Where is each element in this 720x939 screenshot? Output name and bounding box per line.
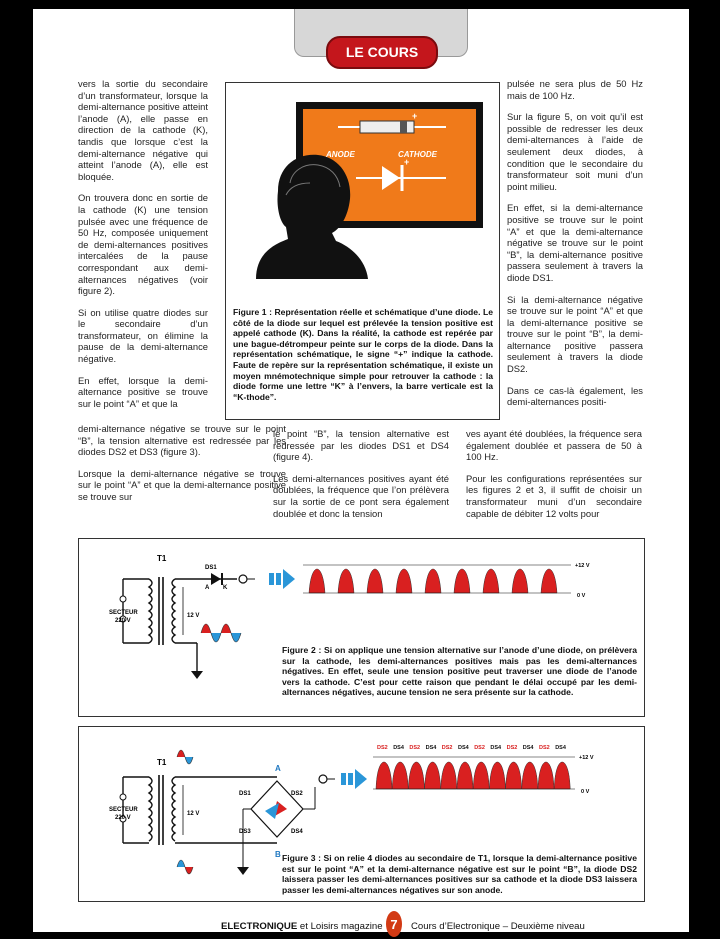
voltage-220-label: 220 V: [115, 815, 131, 821]
full-wave-pulse: [441, 762, 457, 789]
full-wave-pulse: [506, 762, 522, 789]
figure-2-output-pulses: [309, 569, 557, 593]
pulse-label: DS4: [490, 745, 502, 751]
ds3-label: DS3: [239, 829, 251, 835]
pulse-label: DS2: [506, 745, 518, 751]
diode-plus-label: +: [412, 111, 418, 121]
paragraph: le point “B”, la tension alternative est redressée par les diodes DS1 et DS4 (figure 4).: [273, 428, 449, 463]
figure-2-caption: Figure 2 : Si on applique une tension alternative sur l’anode d’une diode, on prélèvera sur la cathode, les demi-alternances positives mais pas les demi-alternances négatives. En effet, seule une tension positive peut traverser une diode de l’anode vers la cathode. C’est pour cette raison que pendant le délai occupé par les demi-alternances négatives, aucune tension ne sera présente sur la cathode.: [282, 645, 637, 698]
figure-2: [78, 538, 645, 717]
voltage-12-label: 12 V: [187, 811, 200, 817]
full-wave-pulse: [425, 762, 441, 789]
column-1-lower: [78, 423, 286, 513]
cathode-label: CATHODE: [398, 150, 437, 159]
pulse-label: DS2: [539, 745, 550, 751]
full-wave-pulse: [376, 762, 392, 789]
full-wave-pulse: [522, 762, 538, 789]
paragraph: Lorsque la demi-alternance négative se trouve sur le point “A” et que la demi-alternance positive se trouve sur: [78, 467, 286, 502]
point-a-label: A: [275, 764, 281, 773]
transformer-label: T1: [157, 758, 167, 767]
pulse-label: DS2: [409, 745, 421, 751]
ds1-label: DS1: [239, 791, 251, 797]
page-number: 7: [390, 917, 398, 932]
paragraph: Sur la figure 5, on voit qu’il est possible de redresser les deux demi-alternances à l’aide de seulement deux diodes, à condition que le secondaire du transformateur soit muni d’un point milieu.: [507, 111, 643, 192]
zero-label: 0 V: [577, 593, 586, 599]
full-wave-pulse: [538, 762, 554, 789]
pulse-label: DS2: [474, 745, 485, 751]
pulse-labels: [377, 745, 567, 751]
full-wave-pulse: [489, 762, 505, 789]
figure-1: [225, 82, 500, 420]
paragraph: ves ayant été doublées, la fréquence sera également doublée et passera de 50 à 100 Hz.: [466, 428, 642, 463]
half-wave-pulse: [454, 569, 470, 593]
anode-label: ANODE: [326, 150, 355, 159]
pulse-label: DS4: [425, 745, 437, 751]
paragraph: Dans ce cas-là également, les demi-alternances positi-: [507, 384, 643, 408]
column-3-lower: [466, 428, 642, 529]
page-number-badge: [383, 909, 405, 939]
secteur-label: SECTEUR: [109, 807, 138, 813]
figure-3: [78, 726, 645, 902]
paragraph: On trouvera donc en sortie de la cathode (K) une tension pulsée avec une fréquence de 50 Hz, composée uniquement de demi-alternances positives intercalées de la pause correspondant aux demi-alternances négatives (voir figure 2).: [78, 192, 208, 297]
half-wave-pulse: [483, 569, 499, 593]
paragraph: Si on utilise quatre diodes sur le secondaire d’un transformateur, on élimine la pause de la demi-alternance négative.: [78, 306, 208, 365]
half-wave-pulse: [396, 569, 412, 593]
paragraph: En effet, si la demi-alternance positive se trouve sur le point “A” et que la demi-alternance négative se trouve sur le point “B”, la demi-alternance positive passera seulement à travers la diode DS1.: [507, 202, 643, 283]
half-wave-pulse: [367, 569, 383, 593]
voltage-220-label: 220 V: [115, 618, 131, 624]
schematic-plus-label: +: [404, 157, 410, 167]
paragraph: En effet, lorsque la demi-alternance positive se trouve sur le point “A” et que la: [78, 374, 208, 409]
blue-arrow-icon: [265, 803, 279, 819]
magazine-name: ELECTRONIQUE: [221, 921, 298, 932]
section-title: LE COURS: [326, 36, 438, 69]
pulse-label: DS2: [441, 745, 453, 751]
column-1: [78, 78, 208, 419]
plus12-label: +12 V: [579, 755, 594, 761]
paragraph: Si la demi-alternance négative se trouve sur le point “A” et que la demi-alternance positive se trouve sur le point “B”, la demi-alternance positive passera seulement à travers la diode DS2.: [507, 293, 643, 375]
pulse-label: DS2: [377, 745, 388, 751]
paragraph: Pour les configurations représentées sur les figures 2 et 3, il suffit de choisir un transformateur muni d’un secondaire capable de débiter 12 volts pour: [466, 472, 642, 519]
full-wave-pulse: [392, 762, 408, 789]
column-3: [507, 78, 643, 418]
arrow-icon: [283, 569, 295, 589]
half-wave-pulse: [512, 569, 528, 593]
magazine-suffix: et Loisirs magazine: [297, 921, 383, 932]
figure-1-caption: Figure 1 : Représentation réelle et schématique d’une diode. Le côté de la diode sur lequel est prélevée la tension positive est appelé cathode (K). Dans la réalité, la cathode est repérée par une bague-détrompeur peinte sur le corps de la diode. Dans la représentation schématique, le signe “+” indique la cathode. Faute de repère sur la représentation schématique, il existe un moyen mnémotechnique simple pour retrouver la cathode : la diode forme une lettre “K” à l’envers, la barre verticale est la “K-thode”.: [233, 307, 493, 402]
primary-coil: [149, 579, 152, 643]
paragraph: demi-alternance négative se trouve sur le point “B”, la tension alternative est redressée par les diodes DS2 et DS3 (figure 3).: [78, 423, 286, 458]
secondary-coil: [172, 579, 175, 643]
figure-1-illustration: [226, 83, 499, 293]
full-wave-pulse: [554, 762, 570, 789]
paragraph: Les demi-alternances positives ayant été doublées, la fréquence que l’on prélèvera sur la sortie de ce pont sera également doublée et donc la tension: [273, 472, 449, 519]
secteur-label: SECTEUR: [109, 610, 138, 616]
pulse-label: DS4: [458, 745, 469, 751]
half-wave-pulse: [309, 569, 325, 593]
page: [33, 9, 689, 932]
column-2: [273, 428, 449, 529]
footer-course: Cours d’Electronique – Deuxième niveau: [411, 921, 585, 932]
full-wave-pulse: [473, 762, 489, 789]
anode-label: A: [205, 585, 210, 591]
pulse-label: DS4: [522, 745, 534, 751]
voltage-12-label: 12 V: [187, 613, 200, 619]
plus12-label: +12 V: [575, 563, 590, 569]
zero-label: 0 V: [581, 789, 590, 795]
full-wave-pulse: [408, 762, 424, 789]
pulse-label: DS4: [555, 745, 566, 751]
half-wave-pulse: [338, 569, 354, 593]
figure-3-caption: Figure 3 : Si on relie 4 diodes au secondaire de T1, lorsque la demi-alternance positive est sur le point “A” et la demi-alternance négative est sur le point “B”, la diode DS2 laissera passer les demi-alternances positives sur sa cathode et la diode DS3 laissera passer les demi-alternances négatives sur son anode.: [282, 853, 637, 895]
figure-3-output-pulses: [376, 762, 570, 789]
ds4-label: DS4: [291, 829, 303, 835]
ds1-label: DS1: [205, 565, 217, 571]
half-wave-pulse: [541, 569, 557, 593]
point-b-label: B: [275, 850, 281, 859]
diode-band: [400, 121, 407, 133]
transformer-label: T1: [157, 554, 167, 563]
half-wave-pulse: [425, 569, 441, 593]
paragraph: pulsée ne sera plus de 50 Hz mais de 100 Hz.: [507, 78, 643, 101]
cathode-label: K: [223, 585, 228, 591]
paragraph: vers la sortie du secondaire d’un transformateur, lorsque la demi-alternance positive atteint l’anode (A), elle passe en direction de la cathode (K), tandis que lorsque c’est la demi-alternance négative qui atteint l’anode (A), elle est bloquée.: [78, 78, 208, 182]
pulse-label: DS4: [393, 745, 404, 751]
arrow-icon: [355, 769, 367, 789]
full-wave-pulse: [457, 762, 473, 789]
footer-magazine: [221, 921, 383, 932]
ds2-label: DS2: [291, 791, 303, 797]
